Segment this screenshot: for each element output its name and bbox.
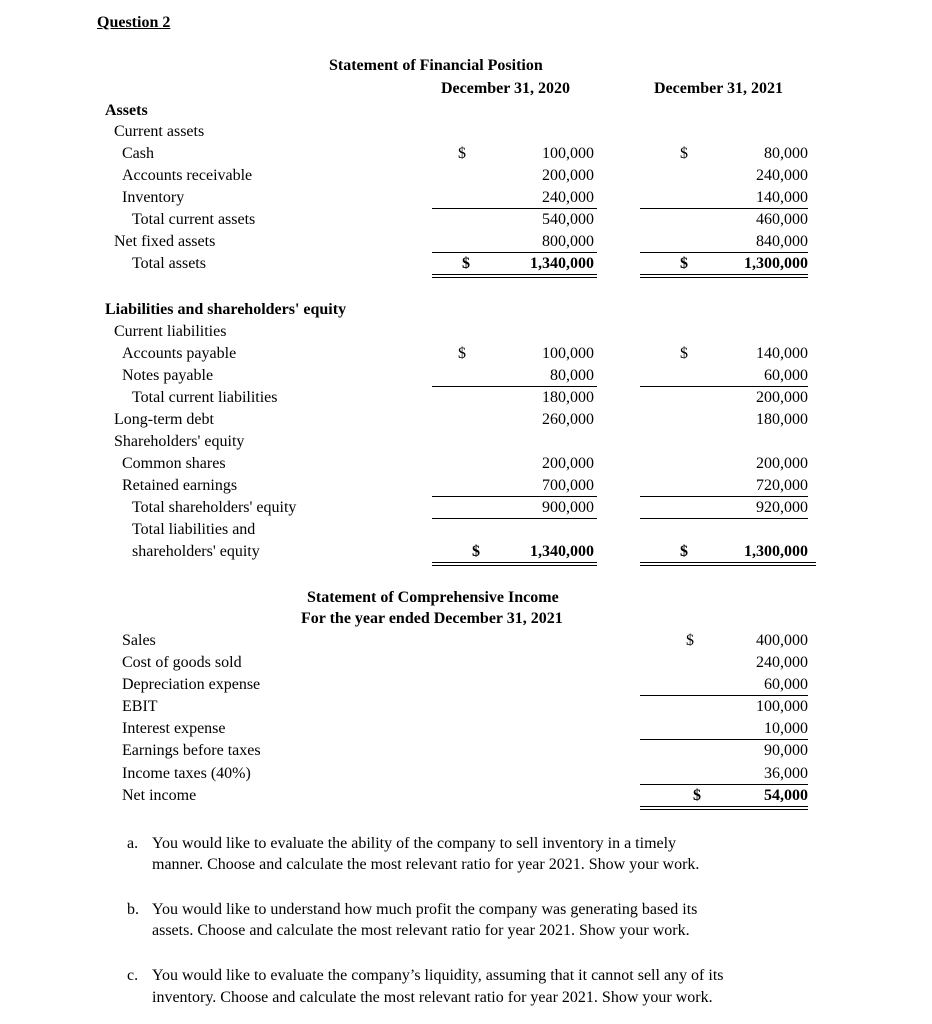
question-c-marker: c. [127,967,139,984]
dollar-sign: $ [458,145,466,162]
current-assets-label: Current assets [114,123,205,140]
dollar-sign: $ [680,145,688,162]
row-label-long-term-debt: Long-term debt [114,411,214,428]
row-label-accounts-payable: Accounts payable [122,345,237,362]
double-underline [640,809,808,810]
question-b-line2: assets. Choose and calculate the most relevant ratio for year 2021. Show your work. [152,922,690,939]
value-tse-2021: 920,000 [756,499,808,516]
underline [640,252,808,253]
row-label-retained-earnings: Retained earnings [122,477,238,494]
underline [640,739,808,740]
value-ar-2020: 200,000 [542,167,594,184]
value-cash-2020: 100,000 [542,145,594,162]
question-b-marker: b. [127,901,139,918]
value-tcl-2021: 200,000 [756,389,808,406]
underline [640,518,808,519]
value-inventory-2020: 240,000 [542,189,594,206]
question-a-line2: manner. Choose and calculate the most relevant ratio for year 2021. Show your work. [152,856,700,873]
value-cash-2021: 80,000 [764,145,808,162]
underline [432,252,597,253]
underline [432,496,597,497]
question-c-line2: inventory. Choose and calculate the most relevant ratio for year 2021. Show your work. [152,989,713,1006]
is-label-taxes: Income taxes (40%) [122,765,251,782]
value-total-assets-2020: 1,340,000 [530,255,594,272]
income-statement-subtitle: For the year ended December 31, 2021 [301,610,563,627]
underline [432,518,597,519]
question-c-line1: You would like to evaluate the company’s liquidity, assuming that it cannot sell any of its [152,967,724,984]
value-ap-2021: 140,000 [756,345,808,362]
is-label-ebt: Earnings before taxes [122,742,261,759]
underline [640,386,808,387]
income-statement-title: Statement of Comprehensive Income [307,589,559,606]
value-cs-2020: 200,000 [542,455,594,472]
is-label-sales: Sales [122,632,156,649]
row-label-total-current-liabilities: Total current liabilities [132,389,278,406]
row-label-common-shares: Common shares [122,455,226,472]
double-underline [432,274,597,275]
assets-section-label: Assets [105,102,148,119]
value-ar-2021: 240,000 [756,167,808,184]
current-liabilities-label: Current liabilities [114,323,227,340]
double-underline [432,562,597,563]
double-underline [640,274,808,275]
underline [640,208,808,209]
dollar-sign: $ [458,345,466,362]
question-heading: Question 2 [97,14,171,31]
row-label-total-current-assets: Total current assets [132,211,256,228]
value-tse-2020: 900,000 [542,499,594,516]
value-cs-2021: 200,000 [756,455,808,472]
question-b-line1: You would like to understand how much profit the company was generating based its [152,901,698,918]
is-value-ebt: 90,000 [764,742,808,759]
dollar-sign: $ [680,345,688,362]
is-label-interest: Interest expense [122,720,226,737]
value-tca-2021: 460,000 [756,211,808,228]
row-label-net-fixed-assets: Net fixed assets [114,233,216,250]
underline [432,386,597,387]
value-ap-2020: 100,000 [542,345,594,362]
shareholders-equity-label: Shareholders' equity [114,433,245,450]
is-label-ebit: EBIT [122,698,158,715]
row-label-cash: Cash [122,145,154,162]
value-tca-2020: 540,000 [542,211,594,228]
dollar-sign: $ [686,632,694,649]
value-total-assets-2021: 1,300,000 [744,255,808,272]
double-underline [432,565,597,566]
row-label-total-liab-equity-2: shareholders' equity [132,543,260,560]
row-label-total-assets: Total assets [132,255,206,272]
is-label-depreciation: Depreciation expense [122,676,261,693]
is-value-depreciation: 60,000 [764,676,808,693]
dollar-sign: $ [462,255,470,272]
row-label-notes-payable: Notes payable [122,367,214,384]
col-header-2020: December 31, 2020 [441,80,570,97]
is-label-net-income: Net income [122,787,197,804]
value-tcl-2020: 180,000 [542,389,594,406]
dollar-sign: $ [472,543,480,560]
question-a-line1: You would like to evaluate the ability of the company to sell inventory in a timely [152,835,677,852]
dollar-sign: $ [680,255,688,272]
value-np-2021: 60,000 [764,367,808,384]
value-nfa-2020: 800,000 [542,233,594,250]
row-label-inventory: Inventory [122,189,185,206]
value-re-2021: 720,000 [756,477,808,494]
value-re-2020: 700,000 [542,477,594,494]
double-underline [640,562,816,563]
is-value-net-income: 54,000 [764,787,808,804]
double-underline [640,277,808,278]
double-underline [640,806,808,807]
double-underline [432,277,597,278]
is-value-ebit: 100,000 [756,698,808,715]
underline [432,208,597,209]
is-label-cogs: Cost of goods sold [122,654,242,671]
value-nfa-2021: 840,000 [756,233,808,250]
value-tle-2021: 1,300,000 [744,543,808,560]
underline [640,695,808,696]
value-ltd-2021: 180,000 [756,411,808,428]
is-value-cogs: 240,000 [756,654,808,671]
value-ltd-2020: 260,000 [542,411,594,428]
dollar-sign: $ [680,543,688,560]
underline [640,784,808,785]
row-label-total-shareholders-equity: Total shareholders' equity [132,499,297,516]
value-np-2020: 80,000 [550,367,594,384]
row-label-accounts-receivable: Accounts receivable [122,167,253,184]
col-header-2021: December 31, 2021 [654,80,783,97]
underline [640,496,808,497]
liabilities-section-label: Liabilities and shareholders' equity [105,301,347,318]
value-inventory-2021: 140,000 [756,189,808,206]
value-tle-2020: 1,340,000 [530,543,594,560]
is-value-taxes: 36,000 [764,765,808,782]
balance-sheet-title: Statement of Financial Position [329,57,543,74]
is-value-interest: 10,000 [764,720,808,737]
row-label-total-liab-equity-1: Total liabilities and [132,521,256,538]
question-a-marker: a. [127,835,139,852]
is-value-sales: 400,000 [756,632,808,649]
dollar-sign: $ [693,787,701,804]
double-underline [640,565,816,566]
